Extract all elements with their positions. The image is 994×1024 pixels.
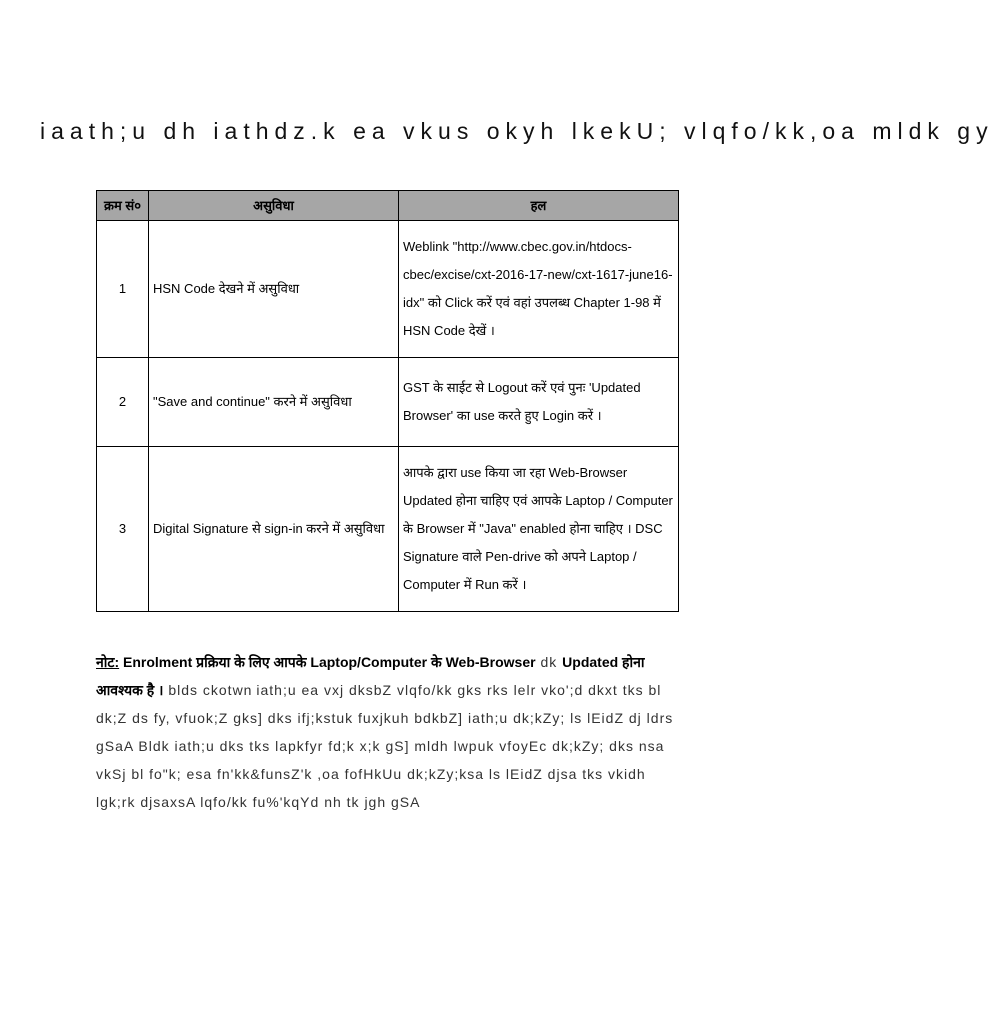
cell-solution: Weblink "http://www.cbec.gov.in/htdocs-cbec/excise/cxt-2016-17-new/cxt-1617-june16-idx" को Click करें एवं वहां उपलब्ध Chapter 1-98 में HSN Code देखें । xyxy=(399,221,679,358)
cell-solution: GST के साईट से Logout करें एवं पुनः 'Updated Browser' का use करते हुए Login करें । xyxy=(399,358,679,447)
table-row xyxy=(97,447,679,612)
cell-problem: "Save and continue" करने में असुविधा xyxy=(149,358,399,447)
cell-solution: आपके द्वारा use किया जा रहा Web-Browser Updated होना चाहिए एवं आपके Laptop / Computer के Browser में "Java" enabled होना चाहिए । DSC Signature वाले Pen-drive को अपने Laptop / Computer में Run करें । xyxy=(399,447,679,612)
note-text-bold-2: Updated होना आवश्यक है । xyxy=(96,654,645,698)
note-block xyxy=(96,648,686,816)
header-solution: हल xyxy=(399,191,679,221)
cell-problem: HSN Code देखने में असुविधा xyxy=(149,221,399,358)
note-text-garbled-1: blds ckotwn xyxy=(163,682,253,698)
table-row xyxy=(97,221,679,358)
cell-sno: 1 xyxy=(97,221,149,358)
note-text-garbled-2: iath;u ea vxj dksbZ vlqfo/kk gks rks lelr vko';d dkxt tks bl dk;Z ds fy, vfuok;Z gks] dks ifj;kstuk fuxjkuh bdkbZ] iath;u dk;kZy; ls lEidZ dj ldrs gSaA Bldk iath;u dks tks lapkfyr fd;k x;k gS] mldh lwpuk vfoyEc dk;kZy; dks nsa vkSj bl fo"k; esa fn'kk&funsZ'k ,oa fofHkUu dk;kZy;ksa ls lEidZ djsa tks vkidh lgk;rk djsaxsA xyxy=(96,682,674,810)
note-text-bold: Enrolment प्रक्रिया के लिए आपके Laptop/Computer के Web-Browser xyxy=(119,654,536,670)
cell-sno: 3 xyxy=(97,447,149,612)
cell-sno: 2 xyxy=(97,358,149,447)
header-problem: असुविधा xyxy=(149,191,399,221)
table-row xyxy=(97,358,679,447)
cell-problem: Digital Signature से sign-in करने में असुविधा xyxy=(149,447,399,612)
issue-table xyxy=(96,190,679,612)
header-sno: क्रम सं० xyxy=(97,191,149,221)
page-title: iaath;u dh iathdz.k ea vkus okyh lkekU; vlqfo/kk,oa mldk gy xyxy=(40,118,994,144)
note-text-garbled-3: lqfo/kk fu%'kqYd nh tk jgh gSA xyxy=(200,794,421,810)
table-header-row xyxy=(97,191,679,221)
note-label: नोट: xyxy=(96,654,120,670)
note-text-mixed: dk xyxy=(535,654,563,670)
